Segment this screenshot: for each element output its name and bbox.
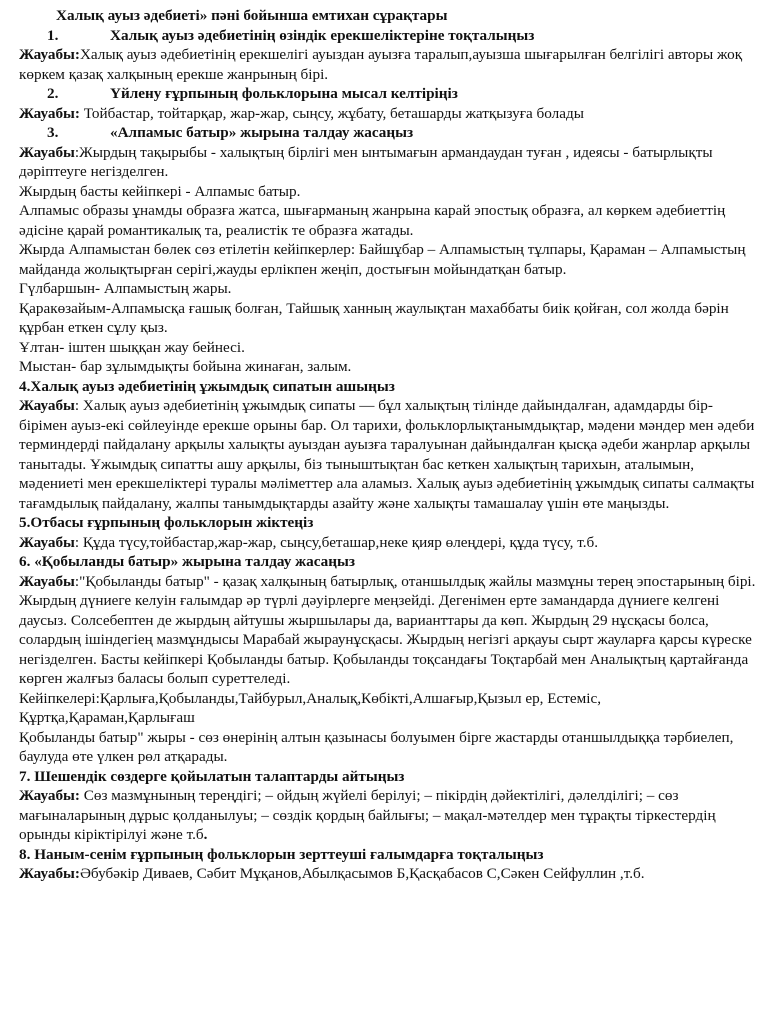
answer-5-label: Жауабы bbox=[19, 533, 75, 551]
document-title: Халық ауыз әдебиеті» пәні бойынша емтихан сұрақтары bbox=[56, 7, 448, 24]
answer-5 bbox=[19, 533, 758, 553]
answer-7 bbox=[19, 786, 758, 845]
question-2-text: Үйлену ғұрпының фольклорына мысал келтіріңіз bbox=[110, 85, 458, 102]
question-8-heading: 8. Наным-сенім ғұрпының фольклорын зерттеуші ғалымдарға тоқталыңыз bbox=[19, 845, 544, 863]
answer-3-line: Жырдың басты кейіпкері - Алпамыс батыр. bbox=[19, 182, 301, 200]
answer-3-line: Ұлтан- іштен шыққан жау бейнесі. bbox=[19, 338, 245, 356]
answer-2 bbox=[19, 104, 758, 124]
question-1-text: Халық ауыз әдебиетінің өзіндік ерекшеліктеріне тоқталыңыз bbox=[110, 26, 535, 44]
answer-8-text: Әбубәкір Диваев, Сәбит Мұқанов,Абылқасымов Б,Қасқабасов С,Сәкен Сейфуллин ,т.б. bbox=[79, 865, 645, 882]
question-7-heading: 7. Шешендік сөздерге қойылатын талаптарды айтыңыз bbox=[19, 767, 405, 785]
question-1-heading bbox=[19, 26, 758, 46]
question-5-heading: 5.Отбасы ғұрпының фольклорын жіктеңіз bbox=[19, 514, 314, 531]
answer-1-text: Халық ауыз әдебиетінің ерекшелігі ауыздан ауызға таралып,ауызша шығарылған белгілігі авторы жоқ көркем қазақ халқының ерекше жанрының бірі. bbox=[19, 46, 743, 83]
answer-2-text: Тойбастар, тойтарқар, жар-жар, сыңсу, жұбату, беташарды жатқызуға болады bbox=[79, 104, 584, 122]
answer-7-text: Сөз мазмұнының тереңдігі; – ойдың жүйелі берілуі; – пікірдің дәйектілігі, дәлелділігі; – сөз мағыналарының дұрыс қолданылуы; – сөздік қордың байлығы; – мақал-мәтелдер мен тұрақты тіркестердің орынды кіріктірілуі және т.б bbox=[19, 787, 716, 843]
answer-3-line: Қаракөзайым-Алпамысқа ғашық болған, Тайшық ханның жаулықтан махаббаты биік қойған, сол жолда бәрін құрбан еткен сұлу қыз. bbox=[19, 299, 729, 336]
answer-5-text: : Құда түсу,тойбастар,жар-жар, сыңсу,беташар,неке қияр өлеңдері, құда түсу, т.б. bbox=[74, 533, 599, 551]
answer-1 bbox=[19, 45, 758, 84]
answer-6-characters: Кейіпкелері:Қарлыға,Қобыланды,Тайбурыл,Аналық,Көбікті,Алшағыр,Қызыл ер, Естеміс, Құртқа,Қараман,Қарлығаш bbox=[19, 689, 602, 726]
answer-3-text: :Жырдың тақырыбы - халықтың бірлігі мен ынтымағын армандаудан туған , идеясы - батырлықты дәріптеуге негізделген. bbox=[19, 143, 713, 180]
answer-8-label: Жауабы: bbox=[19, 865, 80, 882]
answer-4 bbox=[19, 396, 758, 513]
question-6-heading: 6. «Қобыланды батыр» жырына талдау жасаңыз bbox=[19, 553, 355, 570]
answer-7-tail: . bbox=[203, 826, 208, 843]
answer-8 bbox=[19, 864, 758, 884]
answer-7-label: Жауабы: bbox=[19, 787, 80, 804]
answer-4-label: Жауабы bbox=[19, 397, 75, 414]
answer-1-label: Жауабы: bbox=[19, 46, 80, 63]
answer-3-line: Мыстан- бар зұлымдықты бойына жинаған, залым. bbox=[19, 358, 352, 375]
question-3-text: «Алпамыс батыр» жырына талдау жасаңыз bbox=[110, 124, 414, 141]
answer-2-label: Жауабы: bbox=[19, 104, 80, 122]
question-3-heading bbox=[19, 123, 758, 143]
answer-3-line: Гүлбаршын- Алпамыстың жары. bbox=[19, 280, 232, 297]
answer-4-text: : Халық ауыз әдебиетінің ұжымдық сипаты — бұл халықтың тілінде дайындалған, адамдарды бір-бірімен ауыз-екі сөйлеуінде ерекше орыны бар. Ол тарихи, фольклорлықтанымдықтар, мәдени мәндер мен әдеби терминдерді пайдалану арқылы халықты ауыздан ауызға таралуынан дайындалған қысқа әдеби жанрлар арқылы танытады. Ұжымдық сипатты ашу арқылы, біз тыныштықтан бас кеткен халықтың тарихын, аталымын, мәдениеті мен ерекшеліктері туралы мәліметтер ала аламыз. Халық ауыз әдебиетінің ұжымдық сипаты салмақты тағамдылық пайдалану, жалпы танымдықтарды азайту және халықты тамашалау үшін өте маңызды. bbox=[19, 397, 755, 512]
answer-6-text: :"Қобыланды батыр" - қазақ халқының батырлық, отаншылдық жайлы мазмұны терең эпостарының бірі. Жырдың дүниеге келуін ғалымдар әр түрлі дәуірлерге меңзейді. Дегенімен ерте замандарда дүниеге келгені даусыз. Солсебептен де жырдың айтушы жыршылары да, варианттары да көп. Жырдың 29 нұсқасы болса, солардың ішіндегіең мазмұндысы Марабай жыраунұсқасы. Жырдың негізгі арқауы сырт жауларға қарсы күреске негізделген. Басты кейіпкері Қобыланды батыр. Қобыланды тоқсандағы Тоқтарбай мен Аналықтың қартайғанда көрген жалғыз баласы болып суреттеледі. bbox=[19, 572, 756, 687]
question-4-heading: 4.Халық ауыз әдебиетінің ұжымдық сипатын ашыңыз bbox=[19, 377, 395, 395]
answer-3-line: Жырда Алпамыстан бөлек сөз етілетін кейіпкерлер: Байшұбар – Алпамыстың тұлпары, Қараман – Алпамыстың майданда жолықтырған серігі,жауды ерлікпен жеңіп, достығын мойындатқан батыр. bbox=[19, 241, 746, 278]
answer-6 bbox=[19, 572, 758, 689]
answer-3-line: Алпамыс образы ұнамды образға жатса, шығарманың жанрына карай эпостық образға, ал көркем әдебиеттің әдісіне қарай романтикалық та, реалистік те образға жатады. bbox=[19, 202, 726, 239]
question-3-number: 3. bbox=[47, 124, 59, 141]
question-1-number: 1. bbox=[47, 26, 59, 44]
answer-3 bbox=[19, 143, 758, 182]
answer-6-label: Жауабы bbox=[19, 572, 75, 590]
question-2-number: 2. bbox=[47, 85, 59, 102]
question-2-heading bbox=[19, 84, 758, 104]
answer-6-closing: Қобыланды батыр" жыры - сөз өнерінің алтын қазынасы болуымен бірге жастарды отаншылдыққа тәрбиелеп, баулуда өте үлкен рөл атқарады. bbox=[19, 728, 734, 765]
answer-3-label: Жауабы bbox=[19, 143, 75, 161]
